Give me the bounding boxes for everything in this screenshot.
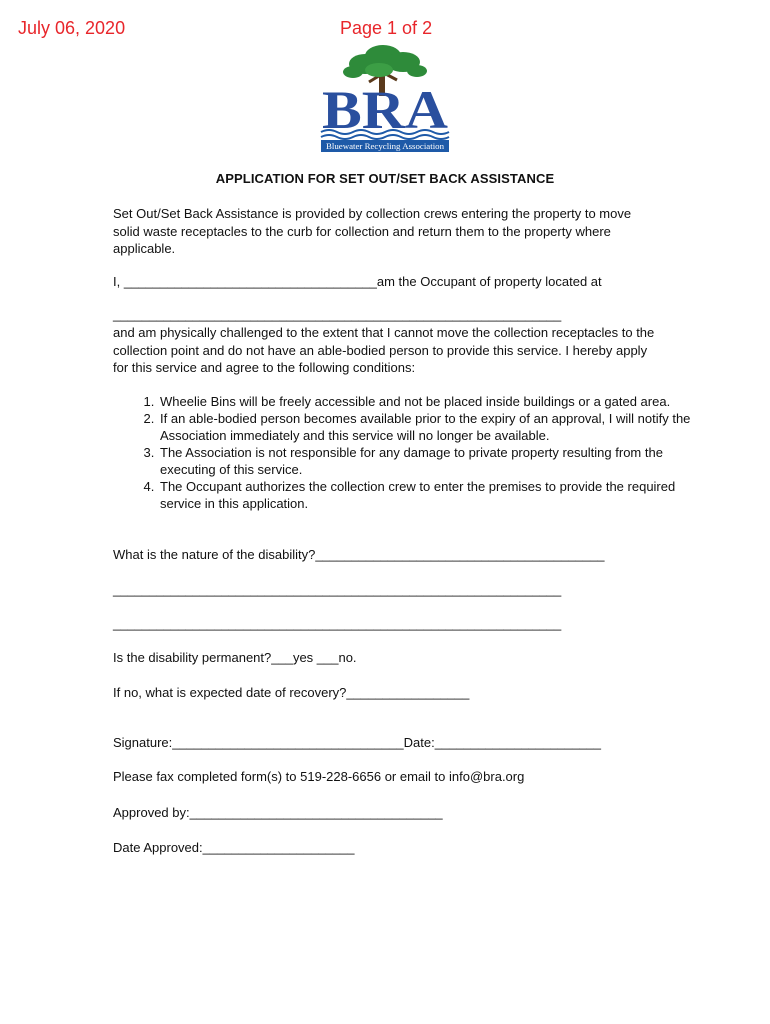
conditions-intro-paragraph: and am physically challenged to the extent that I cannot move the collection receptacles to the collection point and do not have an able-bodied person to provide this service. I hereby apply for this service and agree to the following conditions: (113, 325, 655, 375)
condition-item: 4. The Occupant authorizes the collection crew to enter the premises to provide the required service in this application. (158, 478, 718, 512)
intro-paragraph: Set Out/Set Back Assistance is provided by collection crews entering the property to move solid waste receptacles to the curb for collection and return them to the property where applicable. (113, 206, 632, 256)
form-title: APPLICATION FOR SET OUT/SET BACK ASSISTANCE (215, 171, 555, 186)
condition-item: 1. Wheelie Bins will be freely accessible and not be placed inside buildings or a gated area. (158, 393, 718, 410)
approved-by-field[interactable]: Approved by:___________________________________ (113, 805, 443, 820)
disability-nature-field[interactable]: What is the nature of the disability?________________________________________ (113, 547, 605, 562)
date-approved-field[interactable]: Date Approved:_____________________ (113, 840, 355, 855)
bra-logo (319, 44, 451, 154)
disability-permanent-field[interactable]: Is the disability permanent?___yes ___no. (113, 650, 357, 665)
logo-organization-name: Bluewater Recycling Association (326, 142, 444, 151)
stamp-date: July 06, 2020 (18, 18, 126, 38)
conditions-list (113, 393, 718, 512)
signature-date-field[interactable]: Signature:________________________________Date:_______________________ (113, 735, 601, 750)
occupant-name-field[interactable]: I, ___________________________________am the Occupant of property located at (113, 274, 602, 289)
stamp-page-number: Page 1 of 2 (340, 18, 433, 38)
recovery-date-field[interactable]: If no, what is expected date of recovery?_________________ (113, 685, 470, 700)
condition-item: 2. If an able-bodied person becomes available prior to the expiry of an approval, I will notify the Association immediately and this service will no longer be available. (158, 410, 718, 444)
property-address-field[interactable]: ______________________________________________________________ (113, 307, 562, 322)
fax-email-instructions: Please fax completed form(s) to 519-228-6656 or email to info@bra.org (113, 769, 525, 784)
disability-extra-line-2[interactable]: ______________________________________________________________ (113, 616, 562, 631)
logo-letters: BRA (322, 80, 448, 140)
disability-extra-line-1[interactable]: ______________________________________________________________ (113, 582, 562, 597)
condition-item: 3. The Association is not responsible for any damage to private property resulting from the executing of this service. (158, 444, 718, 478)
